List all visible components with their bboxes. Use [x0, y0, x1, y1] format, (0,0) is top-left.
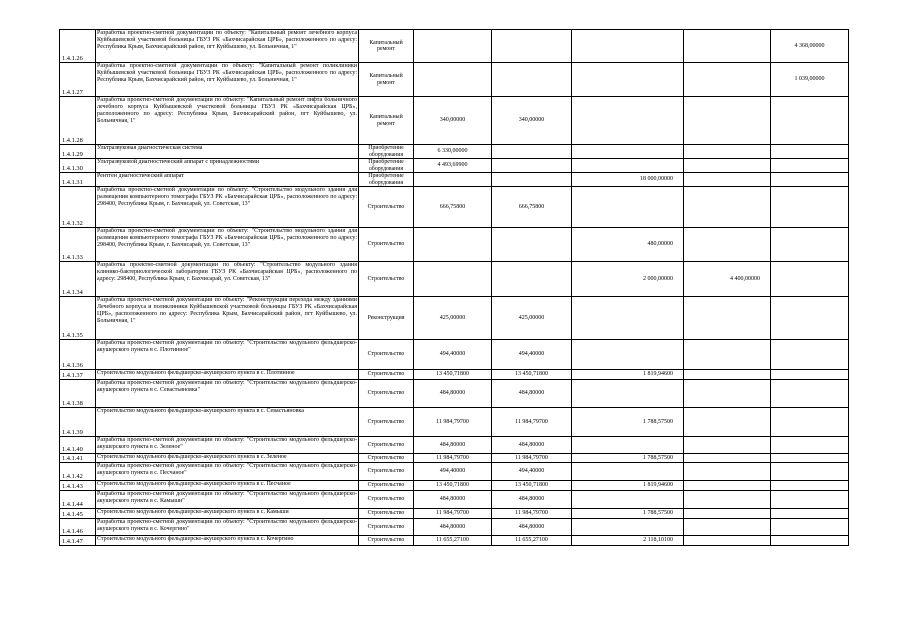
- row-work-type: Капитальный ремонт: [359, 63, 414, 97]
- row-value-col1: 11 984,79700: [414, 454, 492, 463]
- row-value-col3: 1 788,57500: [572, 408, 684, 437]
- row-value-col1: 340,00000: [414, 97, 492, 145]
- row-value-col1: 13 450,71800: [414, 481, 492, 491]
- table-row: [60, 454, 849, 463]
- row-description: Разработка проектно-сметной документации по объекту: "Строительство модульного здания для размещения компьютерного томографа ГБУЗ РК «Бахчисарайская ЦРБ», расположенного по адресу: 298400, Республика Крым, г. Бахчисарай, ул. Советская, 13": [96, 187, 359, 228]
- row-value-col1: 484,80000: [414, 437, 492, 454]
- row-value-col3: [572, 187, 684, 228]
- row-value-col1: 4 493,69900: [414, 159, 492, 173]
- row-value-col1: 11 984,79700: [414, 509, 492, 519]
- table-row: [60, 340, 849, 370]
- table-row: [60, 187, 849, 228]
- row-description: Строительство модульного фельдшерско-акушерского пункта в с. Севастьяновка: [96, 408, 359, 437]
- row-value-col1: 666,75800: [414, 187, 492, 228]
- row-value-col5: [771, 536, 849, 546]
- row-value-col2: 494,40000: [492, 463, 572, 481]
- row-value-col1: 484,80000: [414, 380, 492, 408]
- row-value-col3: [572, 519, 684, 536]
- row-number: 1.4.1.31: [60, 173, 96, 187]
- row-value-col1: 13 450,71800: [414, 370, 492, 380]
- row-work-type: Строительство: [359, 380, 414, 408]
- table-row: [60, 509, 849, 519]
- row-value-col4: [684, 519, 771, 536]
- row-value-col5: [771, 370, 849, 380]
- row-value-col1: [414, 173, 492, 187]
- row-description: Ультразвуковой диагностический аппарат с принадлежностями: [96, 159, 359, 173]
- row-value-col5: [771, 297, 849, 340]
- row-number: 1.4.1.41: [60, 454, 96, 463]
- row-value-col3: [572, 97, 684, 145]
- row-value-col3: [572, 63, 684, 97]
- row-work-type: Строительство: [359, 491, 414, 509]
- row-value-col5: [771, 463, 849, 481]
- row-work-type: Строительство: [359, 437, 414, 454]
- row-description: Разработка проектно-сметной документации по объекту: "Строительство модульного здания клинико-бактериологической лаборатории ГБУЗ РК «Бахчисарайская ЦРБ», расположенного по адресу: 298400, Республика Крым, г. Бахчисарай, ул. Советская, 13": [96, 262, 359, 297]
- row-number: 1.4.1.33: [60, 228, 96, 262]
- row-work-type: Капитальный ремонт: [359, 30, 414, 63]
- row-description: Разработка проектно-сметной документации по объекту: "Строительство модульного фельдшерско-акушерского пункта в с. Песчаное": [96, 463, 359, 481]
- row-value-col1: 484,80000: [414, 519, 492, 536]
- row-value-col2: [492, 30, 572, 63]
- table-row: [60, 145, 849, 159]
- row-work-type: Капитальный ремонт: [359, 97, 414, 145]
- row-value-col4: [684, 370, 771, 380]
- row-value-col5: [771, 262, 849, 297]
- row-description: Разработка проектно-сметной документации по объекту: "Строительство модульного здания для размещения компьютерного томографа ГБУЗ РК «Бахчисарайская ЦРБ», расположенного по адресу: 298400, Республика Крым, г. Бахчисарай, ул. Советская, 13": [96, 228, 359, 262]
- row-number: 1.4.1.35: [60, 297, 96, 340]
- row-number: 1.4.1.47: [60, 536, 96, 546]
- row-value-col2: 494,40000: [492, 340, 572, 370]
- row-value-col5: [771, 97, 849, 145]
- row-value-col3: 1 788,57500: [572, 509, 684, 519]
- row-work-type: Строительство: [359, 370, 414, 380]
- row-value-col5: [771, 159, 849, 173]
- row-value-col2: 484,80000: [492, 437, 572, 454]
- row-value-col5: [771, 454, 849, 463]
- row-value-col2: 484,80000: [492, 519, 572, 536]
- row-value-col3: [572, 297, 684, 340]
- row-work-type: Строительство: [359, 340, 414, 370]
- row-description: Строительство модульного фельдшерско-акушерского пункта в с. Камыши: [96, 509, 359, 519]
- row-value-col1: 425,00000: [414, 297, 492, 340]
- table-row: [60, 63, 849, 97]
- row-value-col5: [771, 340, 849, 370]
- row-value-col5: [771, 509, 849, 519]
- row-value-col4: [684, 97, 771, 145]
- row-value-col1: 6 330,00000: [414, 145, 492, 159]
- row-value-col3: 2 118,10100: [572, 536, 684, 546]
- row-value-col2: 11 984,79700: [492, 454, 572, 463]
- table-row: [60, 380, 849, 408]
- table-row: [60, 481, 849, 491]
- row-work-type: Строительство: [359, 519, 414, 536]
- row-value-col4: [684, 437, 771, 454]
- row-work-type: Реконструкция: [359, 297, 414, 340]
- row-value-col4: [684, 63, 771, 97]
- row-description: Разработка проектно-сметной документации по объекту: "Капитальный ремонт лечебного корпуса Куйбышевской участковой больницы ГБУЗ РК «Бахчисарайская ЦРБ», расположенного по адресу: Республика Крым, Бахчисарайский район, пгт Куйбышево, ул. Больничная, 1": [96, 30, 359, 63]
- row-number: 1.4.1.42: [60, 463, 96, 481]
- row-value-col2: 11 655,27100: [492, 536, 572, 546]
- row-value-col1: [414, 262, 492, 297]
- row-value-col1: [414, 30, 492, 63]
- row-number: 1.4.1.43: [60, 481, 96, 491]
- row-work-type: Приобретение оборудования: [359, 145, 414, 159]
- row-value-col2: 13 450,71800: [492, 370, 572, 380]
- row-value-col3: 18 000,00000: [572, 173, 684, 187]
- row-value-col5: [771, 145, 849, 159]
- table-row: [60, 437, 849, 454]
- row-value-col2: [492, 173, 572, 187]
- row-value-col1: [414, 63, 492, 97]
- row-value-col5: [771, 408, 849, 437]
- row-value-col5: [771, 380, 849, 408]
- row-value-col4: 4 400,00000: [684, 262, 771, 297]
- table-row: [60, 30, 849, 63]
- row-value-col5: 1 039,00000: [771, 63, 849, 97]
- row-value-col2: 11 984,79700: [492, 509, 572, 519]
- row-value-col4: [684, 463, 771, 481]
- row-value-col3: 1 788,57500: [572, 454, 684, 463]
- row-value-col4: [684, 408, 771, 437]
- row-value-col4: [684, 187, 771, 228]
- row-work-type: Строительство: [359, 536, 414, 546]
- row-value-col4: [684, 173, 771, 187]
- row-value-col4: [684, 491, 771, 509]
- row-value-col3: 2 000,00000: [572, 262, 684, 297]
- row-value-col5: [771, 481, 849, 491]
- table-row: [60, 370, 849, 380]
- row-work-type: Строительство: [359, 187, 414, 228]
- row-description: Разработка проектно-сметной документации по объекту: "Строительство модульного фельдшерско-акушерского пункта в с. Севастьяновка": [96, 380, 359, 408]
- row-value-col3: 1 819,94600: [572, 370, 684, 380]
- row-work-type: Строительство: [359, 481, 414, 491]
- row-value-col2: 13 450,71800: [492, 481, 572, 491]
- row-description: Разработка проектно-сметной документации по объекту: "Капитальный ремонт лифта больничного лечебного корпуса Куйбышевской участковой больницы ГБУЗ РК «Бахчисарайская ЦРБ», расположенного по адресу: Республика Крым, Бахчисарайский район, пгт Куйбышево, ул. Больничная, 1": [96, 97, 359, 145]
- row-value-col2: [492, 145, 572, 159]
- row-value-col5: [771, 187, 849, 228]
- row-value-col3: [572, 380, 684, 408]
- table-row: [60, 536, 849, 546]
- row-value-col2: 425,00000: [492, 297, 572, 340]
- row-number: 1.4.1.39: [60, 408, 96, 437]
- row-number: 1.4.1.32: [60, 187, 96, 228]
- row-value-col3: [572, 340, 684, 370]
- row-description: Строительство модульного фельдшерско-акушерского пункта в с. Кочергино: [96, 536, 359, 546]
- row-number: 1.4.1.27: [60, 63, 96, 97]
- row-value-col5: [771, 437, 849, 454]
- row-number: 1.4.1.46: [60, 519, 96, 536]
- table-row: [60, 159, 849, 173]
- row-description: Разработка проектно-сметной документации по объекту: "Строительство модульного фельдшерско-акушерского пункта в с. Камыши": [96, 491, 359, 509]
- row-work-type: Приобретение оборудования: [359, 159, 414, 173]
- row-value-col3: [572, 491, 684, 509]
- row-value-col3: 480,00000: [572, 228, 684, 262]
- row-value-col2: 11 984,79700: [492, 408, 572, 437]
- row-number: 1.4.1.36: [60, 340, 96, 370]
- row-value-col4: [684, 380, 771, 408]
- row-work-type: Строительство: [359, 228, 414, 262]
- table-row: [60, 519, 849, 536]
- table-row: [60, 297, 849, 340]
- table-row: [60, 491, 849, 509]
- row-description: Разработка проектно-сметной документации по объекту: "Реконструкция перехода между зданиями Лечебного корпуса и поликлиники Куйбышевской участковой больницы ГБУЗ РК «Бахчисарайская ЦРБ», расположенного по адресу: Республика Крым, Бахчисарайский район, пгт Куйбышево, ул. Больничная, 1": [96, 297, 359, 340]
- row-description: Строительство модульного фельдшерско-акушерского пункта в с. Песчаное: [96, 481, 359, 491]
- row-value-col1: 494,40000: [414, 340, 492, 370]
- row-number: 1.4.1.29: [60, 145, 96, 159]
- row-number: 1.4.1.40: [60, 437, 96, 454]
- row-value-col3: [572, 159, 684, 173]
- row-value-col2: [492, 63, 572, 97]
- row-value-col1: 11 655,27100: [414, 536, 492, 546]
- row-description: Строительство модульного фельдшерско-акушерского пункта в с. Плотинное: [96, 370, 359, 380]
- row-work-type: Строительство: [359, 463, 414, 481]
- row-description: Разработка проектно-сметной документации по объекту: "Капитальный ремонт поликлиники Куйбышевской участковой больницы ГБУЗ РК «Бахчисарайская ЦРБ», расположенного по адресу: Республика Крым, Бахчисарайский район, пгт Куйбышево, ул. Больничная, 1": [96, 63, 359, 97]
- row-value-col4: [684, 536, 771, 546]
- table-row: [60, 173, 849, 187]
- row-description: Разработка проектно-сметной документации по объекту: "Строительство модульного фельдшерско-акушерского пункта в с. Зеленое": [96, 437, 359, 454]
- row-number: 1.4.1.37: [60, 370, 96, 380]
- row-value-col4: [684, 340, 771, 370]
- row-value-col5: [771, 519, 849, 536]
- row-description: Ультразвуковая диагностическая система: [96, 145, 359, 159]
- row-work-type: Строительство: [359, 262, 414, 297]
- row-value-col2: [492, 159, 572, 173]
- row-value-col4: [684, 145, 771, 159]
- table-row: [60, 97, 849, 145]
- table-row: [60, 262, 849, 297]
- row-work-type: Приобретение оборудования: [359, 173, 414, 187]
- row-value-col4: [684, 481, 771, 491]
- row-value-col5: [771, 491, 849, 509]
- row-number: 1.4.1.45: [60, 509, 96, 519]
- row-value-col1: 11 984,79700: [414, 408, 492, 437]
- row-value-col1: 484,80000: [414, 491, 492, 509]
- row-value-col2: [492, 228, 572, 262]
- row-value-col2: 340,00000: [492, 97, 572, 145]
- row-value-col5: [771, 173, 849, 187]
- row-value-col3: [572, 145, 684, 159]
- row-value-col4: [684, 454, 771, 463]
- row-number: 1.4.1.30: [60, 159, 96, 173]
- row-description: Строительство модульного фельдшерско-акушерского пункта в с. Зеленое: [96, 454, 359, 463]
- row-value-col4: [684, 30, 771, 63]
- row-value-col2: 666,75800: [492, 187, 572, 228]
- row-value-col4: [684, 159, 771, 173]
- table-row: [60, 463, 849, 481]
- row-value-col3: [572, 437, 684, 454]
- row-work-type: Строительство: [359, 454, 414, 463]
- row-number: 1.4.1.44: [60, 491, 96, 509]
- row-number: 1.4.1.34: [60, 262, 96, 297]
- row-value-col5: [771, 228, 849, 262]
- table-row: [60, 228, 849, 262]
- row-value-col1: [414, 228, 492, 262]
- row-value-col5: 4 368,00000: [771, 30, 849, 63]
- row-value-col4: [684, 509, 771, 519]
- row-value-col2: [492, 262, 572, 297]
- row-value-col3: 1 819,94600: [572, 481, 684, 491]
- row-value-col3: [572, 463, 684, 481]
- row-value-col4: [684, 297, 771, 340]
- row-work-type: Строительство: [359, 408, 414, 437]
- row-value-col2: 484,80000: [492, 491, 572, 509]
- row-description: Рентген диагностический аппарат: [96, 173, 359, 187]
- row-number: 1.4.1.38: [60, 380, 96, 408]
- row-value-col1: 494,40000: [414, 463, 492, 481]
- row-value-col2: 484,80000: [492, 380, 572, 408]
- table-row: [60, 408, 849, 437]
- row-value-col4: [684, 228, 771, 262]
- row-number: 1.4.1.26: [60, 30, 96, 63]
- document-table: [59, 29, 849, 546]
- row-work-type: Строительство: [359, 509, 414, 519]
- row-description: Разработка проектно-сметной документации по объекту: "Строительство модульного фельдшерско-акушерского пункта в с. Плотинное": [96, 340, 359, 370]
- row-value-col3: [572, 30, 684, 63]
- row-description: Разработка проектно-сметной документации по объекту: "Строительство модульного фельдшерско-акушерского пункта в с. Кочергино": [96, 519, 359, 536]
- row-number: 1.4.1.28: [60, 97, 96, 145]
